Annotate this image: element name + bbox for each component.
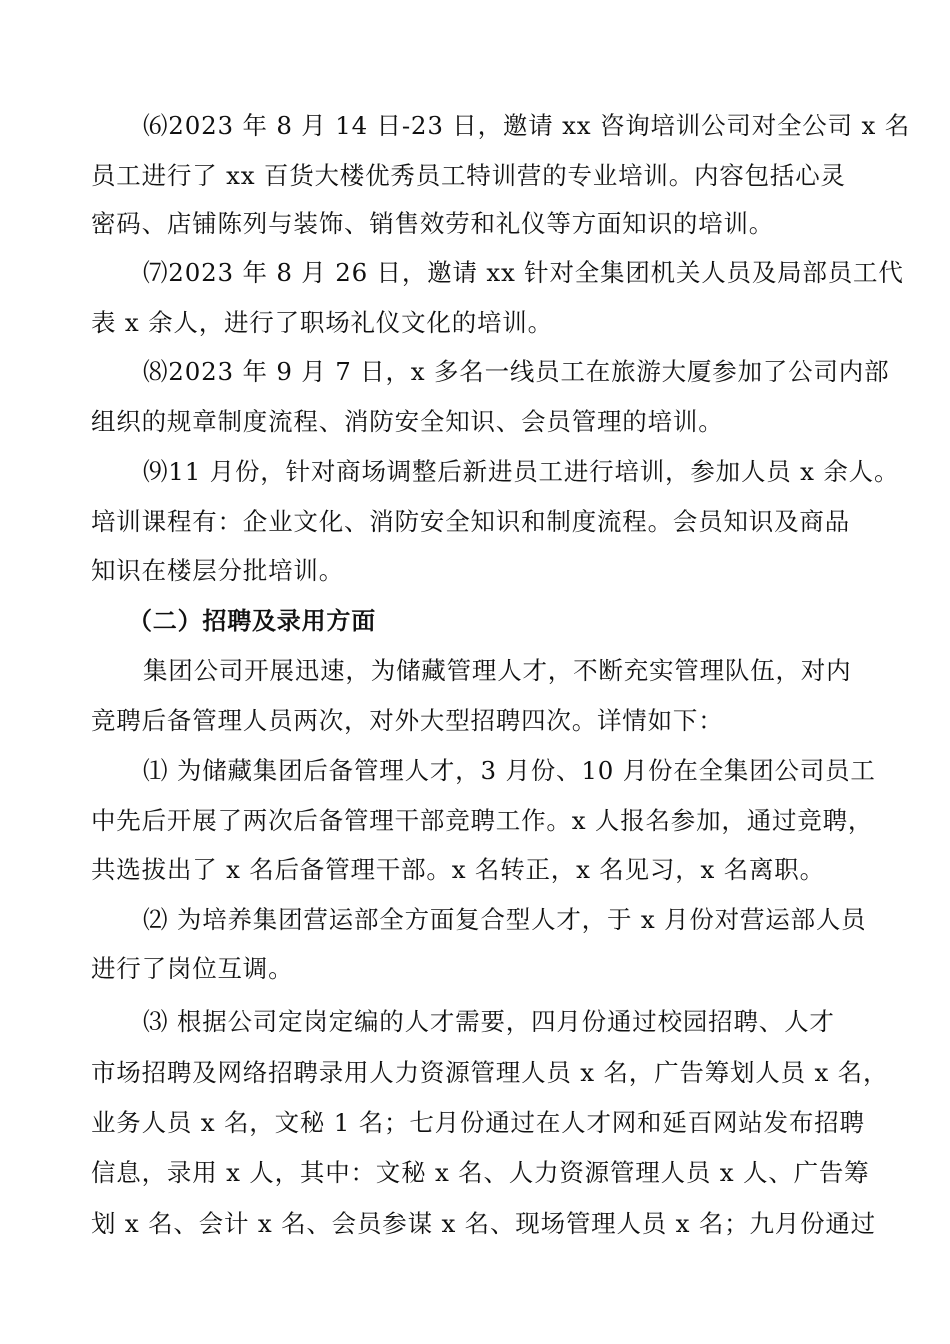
paragraph-7-line-2: 表 x 余人，进行了职场礼仪文化的培训。 <box>91 308 553 337</box>
recruitment-intro-line-2: 竞聘后备管理人员两次，对外大型招聘四次。详情如下： <box>91 706 724 735</box>
item-1-line-2: 中先后开展了两次后备管理干部竞聘工作。x 人报名参加，通过竞聘， <box>91 806 874 835</box>
paragraph-9-line-2: 培训课程有：企业文化、消防安全知识和制度流程。会员知识及商品 <box>91 507 850 536</box>
item-3-line-5: 划 x 名、会计 x 名、会员参谋 x 名、现场管理人员 x 名；九月份通过 <box>91 1209 876 1238</box>
paragraph-6-line-2: 员工进行了 xx 百货大楼优秀员工特训营的专业培训。内容包括心灵 <box>91 161 846 190</box>
paragraph-8-line-1: ⑻2023 年 9 月 7 日，x 多名一线员工在旅游大厦参加了公司内部 <box>143 357 890 386</box>
paragraph-9-line-1: ⑼11 月份，针对商场调整后新进员工进行培训，参加人员 x 余人。 <box>143 457 900 486</box>
item-3-line-1: ⑶ 根据公司定岗定编的人才需要，四月份通过校园招聘、人才 <box>143 1007 835 1036</box>
paragraph-6-line-1: ⑹2023 年 8 月 14 日-23 日，邀请 xx 咨询培训公司对全公司 x 名 <box>143 111 910 140</box>
paragraph-6-line-3: 密码、店铺陈列与装饰、销售效劳和礼仪等方面知识的培训。 <box>91 209 775 238</box>
paragraph-8-line-2: 组织的规章制度流程、消防安全知识、会员管理的培训。 <box>91 407 724 436</box>
section-heading: （二）招聘及录用方面 <box>128 607 376 635</box>
item-2-line-2: 进行了岗位互调。 <box>91 954 294 983</box>
item-1-line-1: ⑴ 为储藏集团后备管理人才，3 月份、10 月份在全集团公司员工 <box>143 756 876 785</box>
paragraph-9-line-3: 知识在楼层分批培训。 <box>91 556 344 585</box>
item-3-line-3: 业务人员 x 名，文秘 1 名；七月份通过在人才网和延百网站发布招聘 <box>91 1108 865 1137</box>
item-3-line-4: 信息，录用 x 人，其中：文秘 x 名、人力资源管理人员 x 人、广告筹 <box>91 1158 870 1187</box>
item-1-line-3: 共选拔出了 x 名后备管理干部。x 名转正，x 名见习，x 名离职。 <box>91 855 825 884</box>
item-3-line-2: 市场招聘及网络招聘录用人力资源管理人员 x 名，广告筹划人员 x 名， <box>91 1058 889 1087</box>
paragraph-7-line-1: ⑺2023 年 8 月 26 日，邀请 xx 针对全集团机关人员及局部员工代 <box>143 258 904 287</box>
item-2-line-1: ⑵ 为培养集团营运部全方面复合型人才，于 x 月份对营运部人员 <box>143 905 867 934</box>
recruitment-intro-line-1: 集团公司开展迅速，为储藏管理人才，不断充实管理队伍，对内 <box>143 656 852 685</box>
